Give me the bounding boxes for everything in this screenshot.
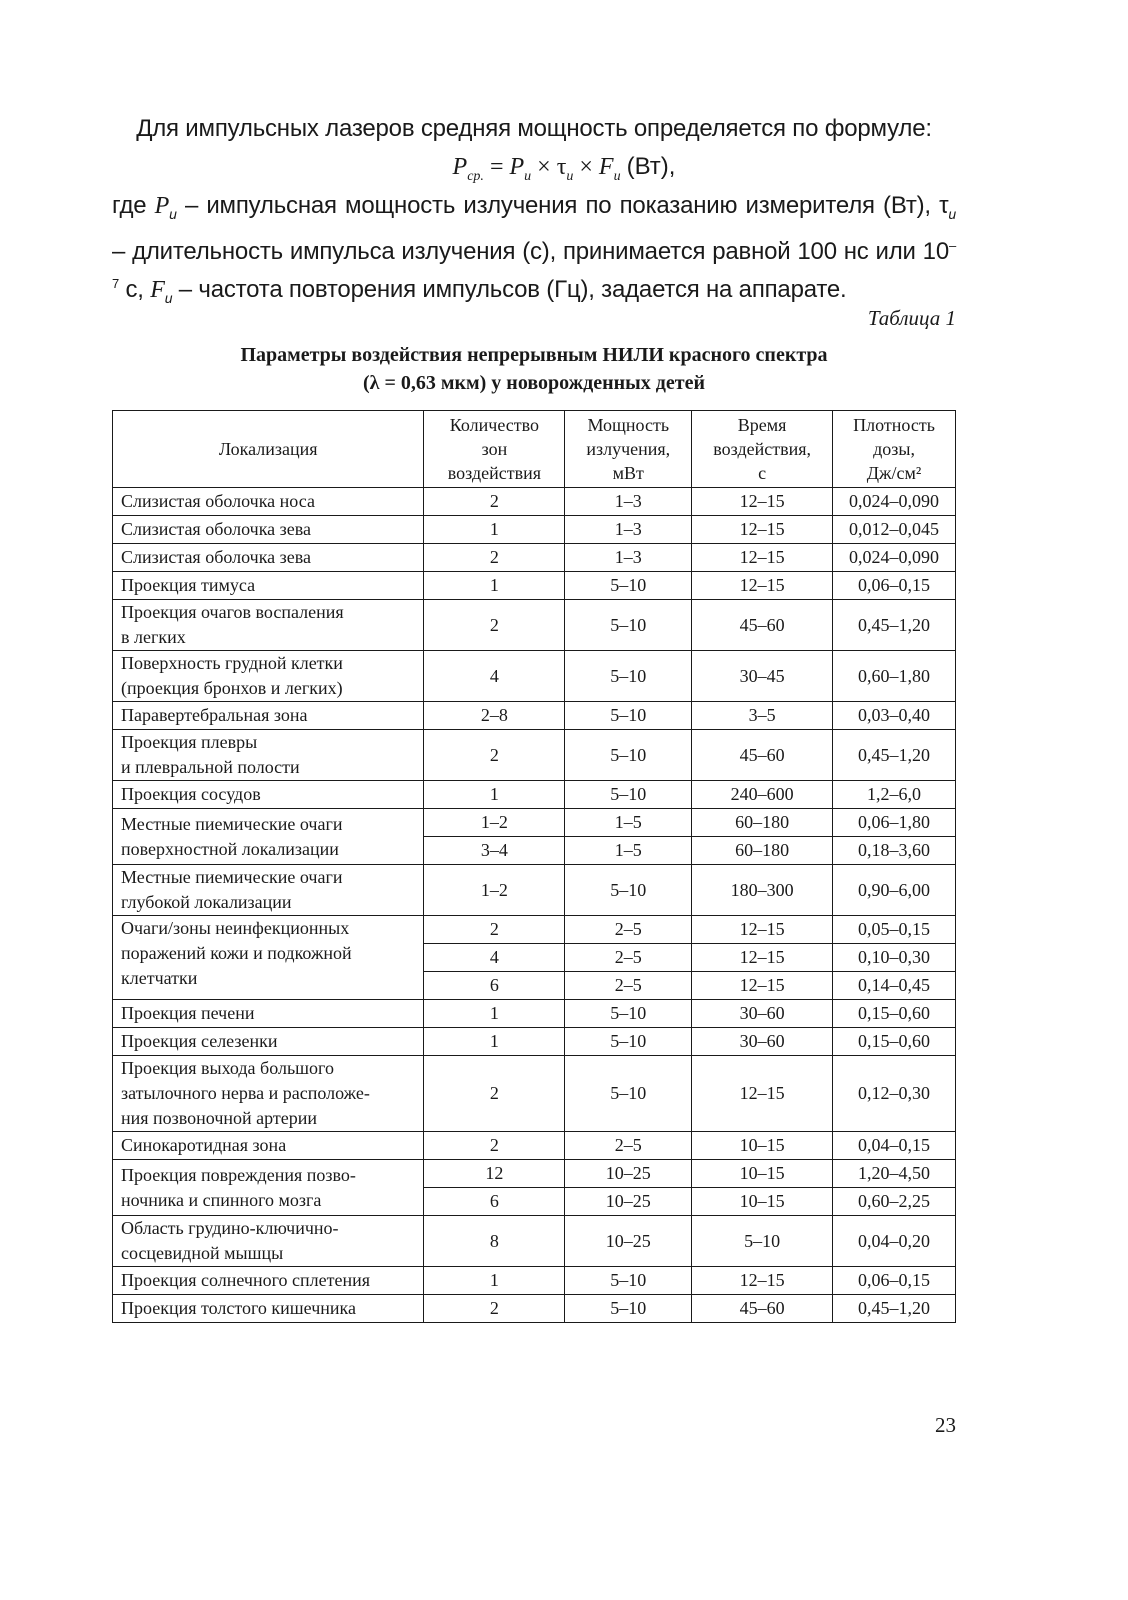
cell-power: 10–25 — [565, 1216, 692, 1267]
cell-zones: 1 — [424, 572, 565, 600]
explain-tau: τ — [939, 192, 949, 219]
cell-time: 12–15 — [692, 1267, 833, 1295]
cell-power: 5–10 — [565, 1028, 692, 1056]
cell-localization: Проекция очагов воспаления в легких — [113, 600, 424, 651]
cell-time: 12–15 — [692, 944, 833, 972]
cell-localization: Слизистая оболочка носа — [113, 488, 424, 516]
explain-where: где — [112, 192, 147, 219]
explain-p: P — [154, 193, 170, 219]
table-row — [113, 1267, 956, 1295]
cell-time: 240–600 — [692, 781, 833, 809]
formula-lhs-sub: ср. — [467, 169, 484, 184]
cell-zones: 2 — [424, 600, 565, 651]
cell-dose: 0,06–1,80 — [833, 809, 956, 837]
formula-f: F — [598, 154, 614, 180]
cell-localization: Синокаротидная зона — [113, 1132, 424, 1160]
table-title-line-1: Параметры воздействия непрерывным НИЛИ красного спектра — [240, 344, 828, 366]
header-power: Мощность излучения, мВт — [565, 411, 692, 488]
cell-dose: 0,60–1,80 — [833, 651, 956, 702]
table-row — [113, 730, 956, 781]
cell-localization: Область грудино-ключично- сосцевидной мышцы — [113, 1216, 424, 1267]
table-row — [113, 1160, 956, 1188]
explain-tau-desc: – длительность импульса излучения (с), принимается равной 100 нс или — [112, 238, 916, 265]
cell-power: 2–5 — [565, 916, 692, 944]
cell-dose: 1,20–4,50 — [833, 1160, 956, 1188]
table-row — [113, 1000, 956, 1028]
table-row — [113, 516, 956, 544]
table-title — [112, 341, 956, 397]
cell-dose: 0,14–0,45 — [833, 972, 956, 1000]
cell-zones: 8 — [424, 1216, 565, 1267]
cell-dose: 0,45–1,20 — [833, 730, 956, 781]
cell-time: 12–15 — [692, 1056, 833, 1132]
cell-power: 5–10 — [565, 1295, 692, 1323]
cell-dose: 0,60–2,25 — [833, 1188, 956, 1216]
cell-time: 12–15 — [692, 972, 833, 1000]
cell-localization: Проекция печени — [113, 1000, 424, 1028]
cell-zones: 2 — [424, 916, 565, 944]
explain-f-desc: – частота повторения импульсов (Гц), задается на аппарате. — [178, 276, 847, 303]
cell-power: 5–10 — [565, 1000, 692, 1028]
cell-time: 5–10 — [692, 1216, 833, 1267]
cell-dose: 0,024–0,090 — [833, 544, 956, 572]
header-row — [113, 411, 956, 488]
cell-zones: 2 — [424, 1056, 565, 1132]
cell-power: 1–5 — [565, 809, 692, 837]
cell-localization: Проекция тимуса — [113, 572, 424, 600]
cell-power: 5–10 — [565, 865, 692, 916]
cell-localization: Поверхность грудной клетки (проекция бронхов и легких) — [113, 651, 424, 702]
table-number: Таблица 1 — [867, 306, 956, 330]
cell-zones: 1 — [424, 1028, 565, 1056]
cell-time: 30–45 — [692, 651, 833, 702]
cell-dose: 0,04–0,15 — [833, 1132, 956, 1160]
cell-localization: Проекция сосудов — [113, 781, 424, 809]
table-row — [113, 809, 956, 837]
cell-time: 10–15 — [692, 1160, 833, 1188]
cell-time: 12–15 — [692, 516, 833, 544]
cell-zones: 2 — [424, 730, 565, 781]
cell-power: 1–3 — [565, 516, 692, 544]
cell-dose: 0,90–6,00 — [833, 865, 956, 916]
cell-power: 5–10 — [565, 781, 692, 809]
cell-dose: 0,03–0,40 — [833, 702, 956, 730]
formula-unit: (Вт), — [626, 153, 676, 180]
parameters-table — [112, 410, 956, 1323]
cell-power: 2–5 — [565, 944, 692, 972]
cell-time: 45–60 — [692, 1295, 833, 1323]
cell-dose: 0,15–0,60 — [833, 1000, 956, 1028]
page-number: 23 — [935, 1413, 956, 1437]
cell-time: 3–5 — [692, 702, 833, 730]
cell-power: 5–10 — [565, 730, 692, 781]
cell-zones: 3–4 — [424, 837, 565, 865]
cell-zones: 2–8 — [424, 702, 565, 730]
table-row — [113, 488, 956, 516]
cell-power: 5–10 — [565, 572, 692, 600]
cell-localization: Местные пиемические очаги глубокой локализации — [113, 865, 424, 916]
formula-tau: τ — [556, 154, 567, 180]
table-row — [113, 1132, 956, 1160]
cell-zones: 1 — [424, 781, 565, 809]
cell-localization: Проекция плевры и плевральной полости — [113, 730, 424, 781]
table-row — [113, 1216, 956, 1267]
formula-p-sub: и — [524, 169, 532, 184]
cell-dose: 0,06–0,15 — [833, 572, 956, 600]
header-localization: Локализация — [113, 411, 424, 488]
cell-power: 5–10 — [565, 651, 692, 702]
cell-zones: 4 — [424, 651, 565, 702]
cell-dose: 0,18–3,60 — [833, 837, 956, 865]
cell-localization: Слизистая оболочка зева — [113, 544, 424, 572]
formula-eq: = — [489, 154, 504, 180]
cell-time: 45–60 — [692, 600, 833, 651]
cell-time: 12–15 — [692, 488, 833, 516]
cell-power: 5–10 — [565, 702, 692, 730]
cell-localization: Проекция солнечного сплетения — [113, 1267, 424, 1295]
formula-p: P — [509, 154, 525, 180]
table-row — [113, 544, 956, 572]
cell-power: 1–5 — [565, 837, 692, 865]
cell-dose: 0,10–0,30 — [833, 944, 956, 972]
cell-dose: 1,2–6,0 — [833, 781, 956, 809]
cell-zones: 2 — [424, 1132, 565, 1160]
cell-time: 45–60 — [692, 730, 833, 781]
cell-power: 1–3 — [565, 544, 692, 572]
cell-time: 30–60 — [692, 1028, 833, 1056]
cell-zones: 2 — [424, 488, 565, 516]
explain-sec: с, — [125, 276, 144, 303]
cell-time: 60–180 — [692, 837, 833, 865]
cell-power: 10–25 — [565, 1160, 692, 1188]
cell-zones: 1–2 — [424, 809, 565, 837]
cell-zones: 6 — [424, 972, 565, 1000]
table-row — [113, 1295, 956, 1323]
formula-f-sub: и — [613, 169, 621, 184]
cell-dose: 0,45–1,20 — [833, 600, 956, 651]
formula-lhs: P — [452, 154, 468, 180]
cell-localization: Очаги/зоны неинфекционных поражений кожи и подкожной клетчатки — [113, 916, 424, 1000]
cell-dose: 0,04–0,20 — [833, 1216, 956, 1267]
cell-time: 12–15 — [692, 572, 833, 600]
cell-time: 10–15 — [692, 1132, 833, 1160]
cell-dose: 0,06–0,15 — [833, 1267, 956, 1295]
table-row — [113, 651, 956, 702]
cell-power: 10–25 — [565, 1188, 692, 1216]
cell-dose: 0,024–0,090 — [833, 488, 956, 516]
cell-power: 5–10 — [565, 1056, 692, 1132]
explain-ten-exp: –7 — [112, 238, 956, 291]
cell-localization: Местные пиемические очаги поверхностной локализации — [113, 809, 424, 865]
cell-localization: Проекция выхода большого затылочного нерва и расположе- ния позвоночной артерии — [113, 1056, 424, 1132]
cell-power: 1–3 — [565, 488, 692, 516]
header-dose: Плотность дозы, Дж/см² — [833, 411, 956, 488]
cell-power: 5–10 — [565, 600, 692, 651]
explain-f: F — [150, 277, 165, 303]
table-row — [113, 1056, 956, 1132]
cell-power: 2–5 — [565, 1132, 692, 1160]
formula-times-1: × — [537, 154, 551, 180]
header-zones: Количество зон воздействия — [424, 411, 565, 488]
cell-dose: 0,012–0,045 — [833, 516, 956, 544]
cell-dose: 0,15–0,60 — [833, 1028, 956, 1056]
explain-ten: 10 — [922, 238, 949, 265]
table-row — [113, 781, 956, 809]
cell-dose: 0,05–0,15 — [833, 916, 956, 944]
cell-zones: 6 — [424, 1188, 565, 1216]
cell-time: 10–15 — [692, 1188, 833, 1216]
cell-time: 30–60 — [692, 1000, 833, 1028]
cell-localization: Проекция повреждения позво- ночника и спинного мозга — [113, 1160, 424, 1216]
cell-zones: 1 — [424, 1267, 565, 1295]
cell-power: 2–5 — [565, 972, 692, 1000]
cell-zones: 2 — [424, 1295, 565, 1323]
explain-f-sub: и — [164, 290, 173, 306]
cell-dose: 0,45–1,20 — [833, 1295, 956, 1323]
cell-zones: 4 — [424, 944, 565, 972]
formula-tau-sub: и — [566, 169, 574, 184]
table-row — [113, 865, 956, 916]
table-row — [113, 572, 956, 600]
explain-p-desc: – импульсная мощность излучения по показанию измерителя (Вт), — [184, 192, 931, 219]
average-power-formula — [0, 150, 1128, 194]
cell-localization: Слизистая оболочка зева — [113, 516, 424, 544]
table-row — [113, 600, 956, 651]
cell-dose: 0,12–0,30 — [833, 1056, 956, 1132]
cell-zones: 12 — [424, 1160, 565, 1188]
cell-zones: 1 — [424, 1000, 565, 1028]
cell-zones: 1–2 — [424, 865, 565, 916]
formula-times-2: × — [579, 154, 593, 180]
cell-localization: Проекция селезенки — [113, 1028, 424, 1056]
cell-power: 5–10 — [565, 1267, 692, 1295]
explain-p-sub: и — [169, 206, 177, 222]
explain-tau-sub: и — [948, 206, 957, 222]
cell-time: 60–180 — [692, 809, 833, 837]
table-row — [113, 1028, 956, 1056]
cell-time: 180–300 — [692, 865, 833, 916]
intro-paragraph: Для импульсных лазеров средняя мощность определяется по формуле: — [136, 115, 932, 142]
formula-explanation — [112, 190, 956, 314]
cell-zones: 1 — [424, 516, 565, 544]
cell-zones: 2 — [424, 544, 565, 572]
cell-time: 12–15 — [692, 544, 833, 572]
table-title-line-2: (λ = 0,63 мкм) у новорожденных детей — [362, 372, 705, 394]
table-row — [113, 702, 956, 730]
table-row — [113, 916, 956, 944]
header-time: Время воздействия, с — [692, 411, 833, 488]
cell-time: 12–15 — [692, 916, 833, 944]
cell-localization: Проекция толстого кишечника — [113, 1295, 424, 1323]
cell-localization: Паравертебральная зона — [113, 702, 424, 730]
